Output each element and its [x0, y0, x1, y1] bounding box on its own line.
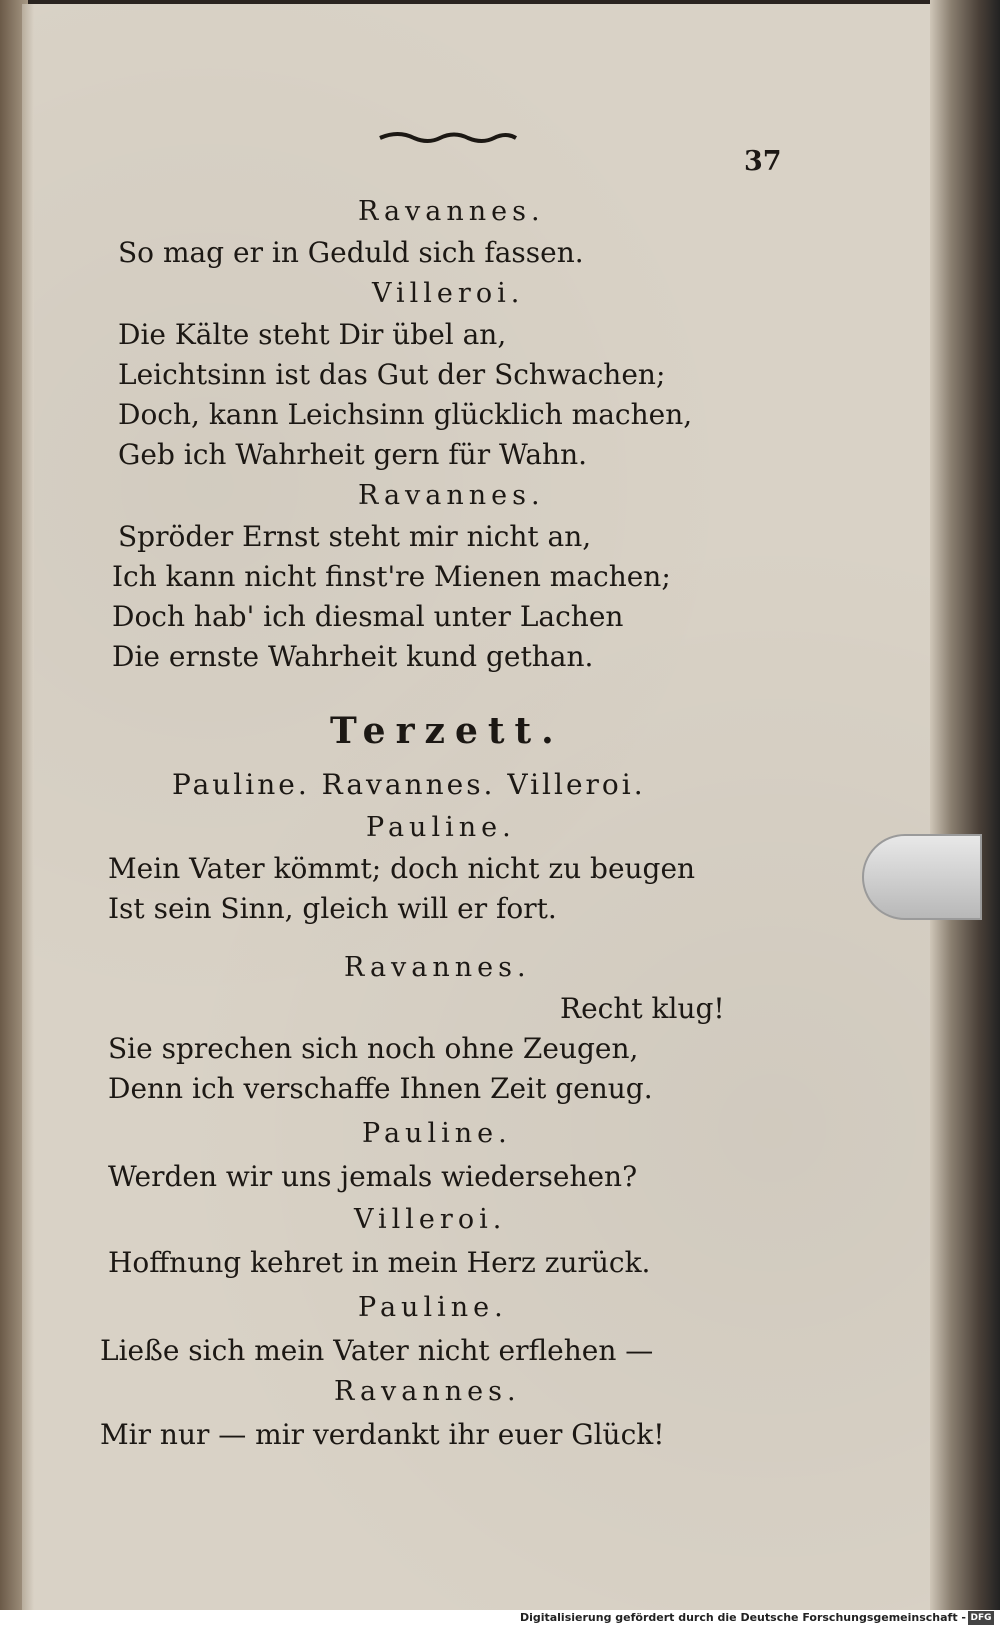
verse-line: Mein Vater kömmt; doch nicht zu beugen	[108, 852, 696, 885]
cast-list: Pauline. Ravannes. Villeroi.	[172, 768, 646, 801]
verse-line: Doch, kann Leichsinn glücklich machen,	[118, 398, 693, 431]
verse-line: Recht klug!	[560, 992, 725, 1025]
verse-line: Geb ich Wahrheit gern für Wahn.	[118, 438, 587, 471]
speaker-villeroi: Villeroi.	[354, 1204, 507, 1235]
dfg-logo: DFG	[968, 1611, 994, 1625]
speaker-pauline: Pauline.	[358, 1292, 508, 1323]
speaker-ravannes: Ravannes.	[358, 480, 545, 511]
ornament-rule	[378, 128, 518, 148]
speaker-ravannes: Ravannes.	[334, 1376, 521, 1407]
page-clip	[862, 834, 982, 920]
page-gutter	[22, 4, 34, 1610]
verse-line: Ist sein Sinn, gleich will er fort.	[108, 892, 557, 925]
speaker-ravannes: Ravannes.	[358, 196, 545, 227]
verse-line: Ich kann nicht finst're Mienen machen;	[112, 560, 671, 593]
verse-line: Die ernste Wahrheit kund gethan.	[112, 640, 594, 673]
verse-line: Leichtsinn ist das Gut der Schwachen;	[118, 358, 666, 391]
verse-line: Die Kälte steht Dir übel an,	[118, 318, 507, 351]
page-number: 37	[744, 146, 782, 177]
verse-line: Spröder Ernst steht mir nicht an,	[118, 520, 592, 553]
speaker-ravannes: Ravannes.	[344, 952, 531, 983]
verse-line: Werden wir uns jemals wiedersehen?	[108, 1160, 638, 1193]
speaker-pauline: Pauline.	[362, 1118, 512, 1149]
verse-line: Sie sprechen sich noch ohne Zeugen,	[108, 1032, 639, 1065]
footer-credit: Digitalisierung gefördert durch die Deutsche Forschungsgemeinschaft -	[519, 1611, 966, 1624]
verse-line: Doch hab' ich diesmal unter Lachen	[112, 600, 624, 633]
verse-line: Hoffnung kehret in mein Herz zurück.	[108, 1246, 651, 1279]
section-heading: Terzett.	[330, 710, 564, 752]
speaker-pauline: Pauline.	[366, 812, 516, 843]
speaker-villeroi: Villeroi.	[372, 278, 525, 309]
verse-line: Denn ich verschaffe Ihnen Zeit genug.	[108, 1072, 653, 1105]
verse-line: So mag er in Geduld sich fassen.	[118, 236, 584, 269]
book-right-edge	[930, 0, 1000, 1627]
verse-line: Ließe sich mein Vater nicht erflehen —	[100, 1334, 654, 1367]
verse-line: Mir nur — mir verdankt ihr euer Glück!	[100, 1418, 665, 1451]
